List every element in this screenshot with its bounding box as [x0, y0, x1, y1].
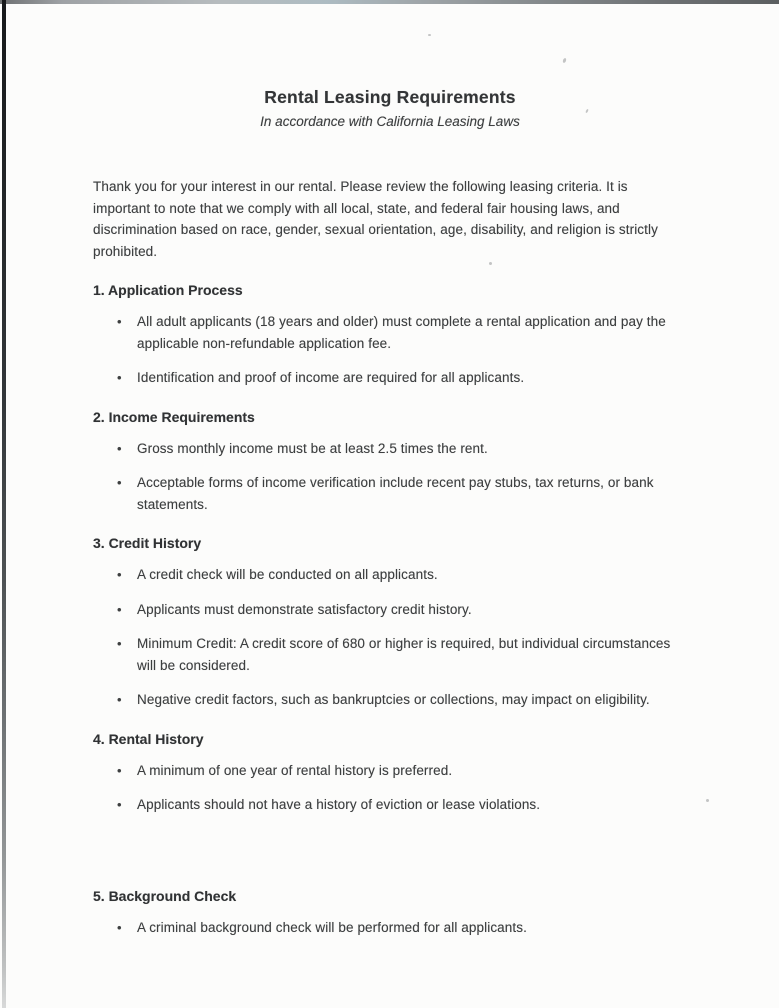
- section: [93, 888, 687, 939]
- section: [93, 535, 687, 711]
- section: [93, 282, 687, 389]
- bullet-marker: •: [117, 370, 122, 385]
- bullet-marker: •: [117, 440, 122, 456]
- bullet-item: [93, 689, 687, 711]
- bullet-text: Gross monthly income must be at least 2.5 times the rent.: [137, 440, 488, 456]
- bullet-text: Identification and proof of income are required for all applicants.: [137, 370, 525, 385]
- bullet-marker: •: [117, 692, 122, 707]
- bullet-item: [93, 367, 687, 389]
- bullet-marker: •: [117, 762, 122, 778]
- bullet-item: [93, 599, 687, 621]
- bullet-item: [93, 794, 687, 816]
- intro-paragraph: Thank you for your interest in our rental. Please review the following leasing criteria. It is important to note that we comply with all local, state, and federal fair housing laws, and discrimination based on race, gender, sexual orientation, age, disability, and religion is strictly prohibited.: [93, 179, 658, 259]
- bullet-text: A minimum of one year of rental history is preferred.: [137, 762, 453, 778]
- bullet-marker: •: [117, 567, 122, 582]
- bullet-text: Acceptable forms of income verification include recent pay stubs, tax returns, or bank statements.: [137, 475, 654, 512]
- document-title: Rental Leasing Requirements: [264, 87, 516, 107]
- bullet-list: [93, 438, 687, 516]
- bullet-text: A credit check will be conducted on all applicants.: [137, 567, 438, 582]
- bullet-list: [93, 917, 687, 939]
- bullet-text: A criminal background check will be performed for all applicants.: [137, 919, 527, 935]
- bullet-item: [93, 564, 687, 586]
- bullet-item: [93, 917, 687, 939]
- bullet-item: [93, 472, 687, 515]
- bullet-text: Negative credit factors, such as bankruptcies or collections, may impact on eligibility.: [137, 692, 650, 707]
- bullet-text: All adult applicants (18 years and older) must complete a rental application and pay the applicable non-refundable application fee.: [137, 314, 666, 351]
- bullet-marker: •: [117, 636, 122, 651]
- bullet-item: [93, 311, 687, 354]
- bullet-marker: •: [117, 601, 122, 617]
- bullet-item: [93, 633, 687, 676]
- section-heading: 3. Credit History: [93, 535, 202, 551]
- bullet-marker: •: [117, 797, 122, 812]
- bullet-text: Applicants must demonstrate satisfactory credit history.: [137, 601, 472, 617]
- bullet-list: [93, 760, 687, 816]
- bullet-list: [93, 311, 687, 389]
- sections: [93, 282, 687, 938]
- document-subtitle: In accordance with California Leasing Laws: [260, 114, 520, 129]
- bullet-text: Minimum Credit: A credit score of 680 or higher is required, but individual circumstances will be considered.: [137, 636, 671, 673]
- bullet-marker: •: [117, 919, 122, 935]
- section-heading: 5. Background Check: [93, 887, 237, 904]
- bullet-marker: •: [117, 314, 122, 329]
- bullet-item: [93, 438, 687, 460]
- section-heading: 4. Rental History: [93, 730, 204, 747]
- section-heading: 1. Application Process: [93, 282, 243, 298]
- bullet-list: [93, 564, 687, 711]
- section: [93, 731, 687, 816]
- section-heading: 2. Income Requirements: [93, 408, 255, 425]
- section: [93, 409, 687, 516]
- bullet-text: Applicants should not have a history of eviction or lease violations.: [137, 797, 541, 812]
- bullet-item: [93, 760, 687, 782]
- bullet-marker: •: [117, 475, 122, 490]
